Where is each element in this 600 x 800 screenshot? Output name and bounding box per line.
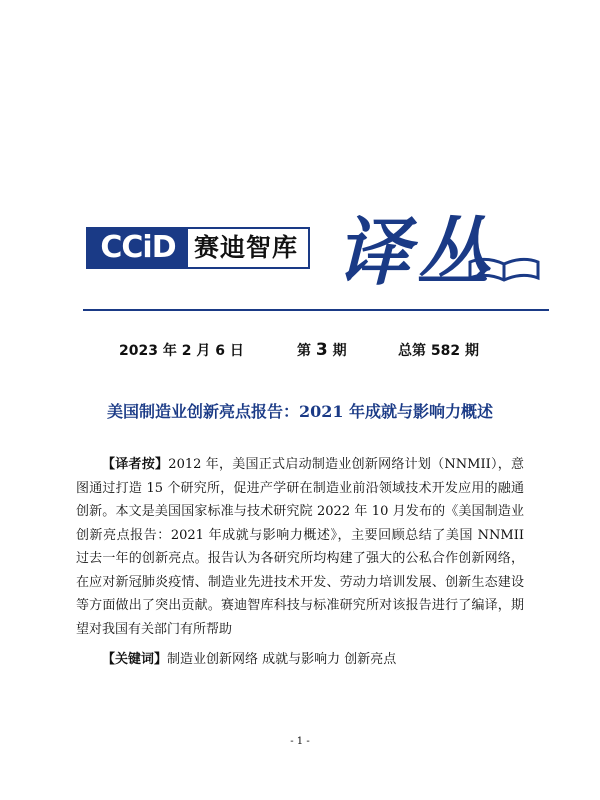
issue-number-value: 3 xyxy=(315,340,328,360)
page-number: - 1 - xyxy=(290,736,310,747)
keywords xyxy=(76,648,524,671)
translator-note xyxy=(76,453,524,641)
header-divider xyxy=(83,309,549,311)
open-book-icon xyxy=(468,254,540,282)
total-issue-number: 总第 582 期 xyxy=(398,343,479,359)
translator-note-label: 【译者按】 xyxy=(102,457,169,472)
series-title: 译丛 xyxy=(336,210,496,296)
keywords-text: 制造业创新网络 成就与影响力 创新亮点 xyxy=(167,652,397,667)
keywords-label: 【关键词】 xyxy=(102,652,168,667)
document-title: 美国制造业创新亮点报告：2021 年成就与影响力概述 xyxy=(106,402,494,421)
logo-name: 赛迪智库 xyxy=(194,233,299,262)
ccid-logo xyxy=(86,227,310,269)
issue-number xyxy=(297,340,347,360)
logo-mark: CCiD xyxy=(88,229,188,267)
issue-line xyxy=(0,340,600,362)
publication-date: 2023 年 2 月 6 日 xyxy=(119,343,244,359)
issue-suffix: 期 xyxy=(332,343,347,359)
issue-prefix: 第 xyxy=(297,343,311,359)
masthead xyxy=(86,210,546,296)
translator-note-text: 2012 年，美国正式启动制造业创新网络计划（NNMII），意图通过打造 15 个研究所，促进产学研在制造业前沿领域技术开发应用的融通创新。本文是美国国家标准与技术研究院 2022 年 10 月发布的《美国制造业创新亮点报告：2021 年成就与影响力概述》，主要回顾总结了美国 NNMII 过去一年的创新亮点。报告认为各研究所均构建了强大的公私合作创新网络，在应对新冠肺炎疫情、制造业先进技术开发、劳动力培训发展、创新生态建设等方面做出了突出贡献。赛迪智库科技与标准研究所对该报告进行了编译，期望对我国有关部门有所帮助 xyxy=(76,457,524,637)
